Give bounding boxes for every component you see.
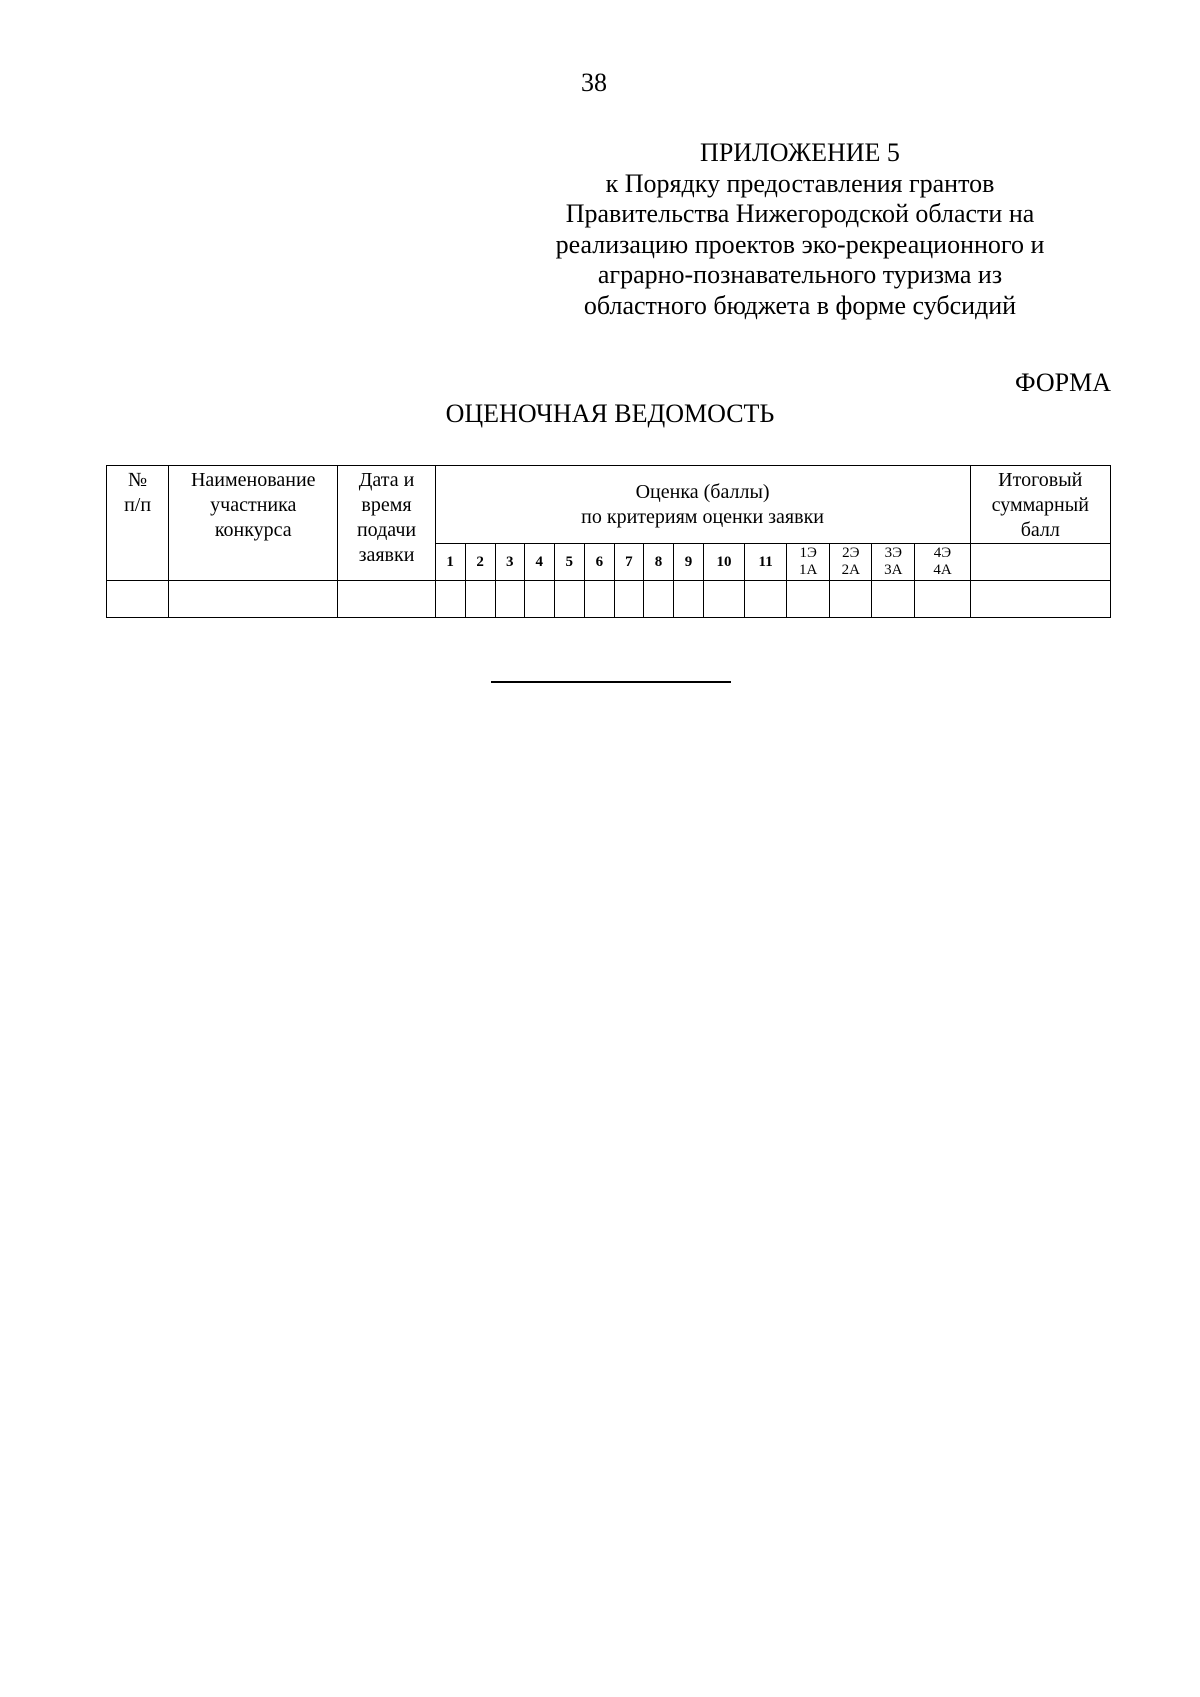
cell-criterion: [435, 581, 465, 618]
criterion-header-label: 2Э 2А: [841, 545, 860, 578]
criterion-header: 1: [435, 544, 465, 581]
cell-criterion: [673, 581, 703, 618]
criterion-header: 5: [554, 544, 584, 581]
criterion-header: [830, 544, 872, 581]
criterion-header: 4: [524, 544, 554, 581]
cell-number: [107, 581, 169, 618]
criterion-header: 6: [584, 544, 614, 581]
criterion-header: 9: [673, 544, 703, 581]
header-score-group: [435, 466, 970, 544]
header-total-label: Итоговый суммарный балл: [991, 469, 1089, 541]
header-total: [970, 466, 1110, 544]
cell-criterion: [915, 581, 970, 618]
criterion-header: [787, 544, 830, 581]
header-participant-label: Наименование участника конкурса: [190, 469, 316, 541]
cell-criterion: [787, 581, 830, 618]
header-row: [107, 466, 1111, 544]
cell-total: [970, 581, 1110, 618]
cell-criterion: [643, 581, 673, 618]
appendix-heading: [520, 138, 1080, 321]
criterion-header-label: 1Э 1А: [799, 545, 818, 578]
criterion-header: [872, 544, 915, 581]
criterion-header: 8: [643, 544, 673, 581]
criterion-header: 10: [704, 544, 745, 581]
cell-criterion: [584, 581, 614, 618]
form-label: ФОРМА: [1015, 368, 1111, 397]
criterion-header-label: 4Э 4А: [933, 545, 952, 578]
page-number: 38: [581, 68, 607, 97]
criterion-header: 2: [465, 544, 495, 581]
header-datetime-label: Дата и время подачи заявки: [356, 469, 417, 566]
header-participant: [169, 466, 338, 581]
header-number: [107, 466, 169, 581]
cell-criterion: [704, 581, 745, 618]
cell-criterion: [830, 581, 872, 618]
cell-criterion: [745, 581, 787, 618]
appendix-text: к Порядку предоставления грантов Правительства Нижегородской области на реализацию проектов эко-рекреационного и аграрно-познавательного туризма из областного бюджета в форме субсидий: [555, 168, 1045, 320]
header-total-blank: [970, 544, 1110, 581]
cell-criterion: [614, 581, 643, 618]
cell-participant: [169, 581, 338, 618]
score-table: [106, 465, 1111, 618]
cell-criterion: [524, 581, 554, 618]
criterion-header: 3: [495, 544, 524, 581]
table-row: [107, 581, 1111, 618]
criterion-header: 7: [614, 544, 643, 581]
criterion-header-label: 3Э 3А: [884, 545, 903, 578]
cell-criterion: [872, 581, 915, 618]
cell-criterion: [554, 581, 584, 618]
header-number-label: № п/п: [124, 469, 152, 516]
criterion-header: 11: [745, 544, 787, 581]
document-title: ОЦЕНОЧНАЯ ВЕДОМОСТЬ: [445, 399, 775, 428]
criterion-header: [915, 544, 970, 581]
footer-divider: [491, 681, 731, 683]
cell-criterion: [495, 581, 524, 618]
cell-criterion: [465, 581, 495, 618]
cell-datetime: [338, 581, 435, 618]
header-datetime: [338, 466, 435, 581]
appendix-title: ПРИЛОЖЕНИЕ 5: [700, 138, 900, 167]
header-score-group-label: Оценка (баллы) по критериям оценки заявки: [581, 480, 824, 528]
